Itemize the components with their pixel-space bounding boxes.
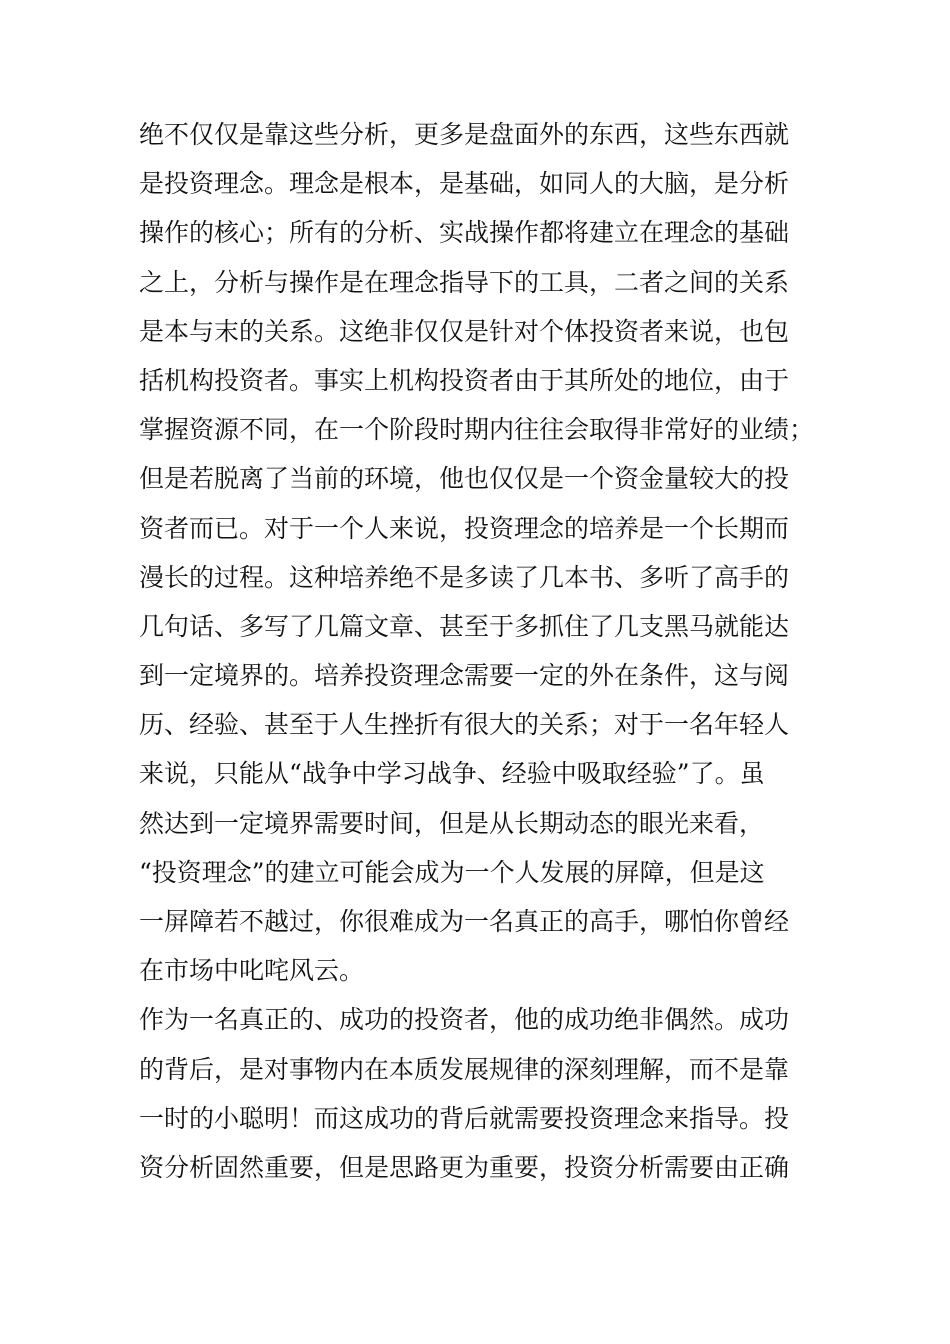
text-line: 绝不仅仅是靠这些分析，更多是盘面外的东西，这些东西就: [139, 120, 790, 149]
text-line: 历、经验、甚至于人生挫折有很大的关系；对于一名年轻人: [139, 710, 790, 740]
text-line: 一屏障若不越过，你很难成为一名真正的高手，哪怕你曾经: [139, 907, 790, 936]
body-text: [139, 110, 839, 1192]
text-line: 到一定境界的。培养投资理念需要一定的外在条件，这与阅: [139, 661, 790, 691]
text-line: 资者而已。对于一个人来说，投资理念的培养是一个长期而: [139, 513, 790, 543]
text-line: “投资理念”的建立可能会成为一个人发展的屏障，但是这: [139, 857, 765, 887]
text-line: 之上，分析与操作是在理念指导下的工具，二者之间的关系: [139, 267, 790, 297]
text-line: 是投资理念。理念是根本，是基础，如同人的大脑，是分析: [139, 169, 790, 199]
text-line: 漫长的过程。这种培养绝不是多读了几本书、多听了高手的: [139, 562, 790, 592]
text-line: 作为一名真正的、成功的投资者，他的成功绝非偶然。成功: [139, 1005, 790, 1035]
text-line: 括机构投资者。事实上机构投资者由于其所处的地位，由于: [139, 365, 790, 395]
text-line: 然达到一定境界需要时间，但是从长期动态的眼光来看，: [139, 808, 765, 838]
text-line: 但是若脱离了当前的环境，他也仅仅是一个资金量较大的投: [139, 464, 790, 494]
text-line: 一时的小聪明！而这成功的背后就需要投资理念来指导。投: [139, 1103, 790, 1133]
text-line: 来说，只能从“战争中学习战争、经验中吸取经验”了。虽: [139, 759, 765, 789]
text-line: 在市场中叱咤风云。: [139, 956, 365, 986]
text-line: 掌握资源不同，在一个阶段时期内往往会取得非常好的业绩；: [139, 415, 815, 445]
text-line: 资分析固然重要，但是思路更为重要，投资分析需要由正确: [139, 1152, 790, 1182]
text-line: 是本与末的关系。这绝非仅仅是针对个体投资者来说，也包: [139, 316, 790, 346]
text-line: 操作的核心；所有的分析、实战操作都将建立在理念的基础: [139, 218, 790, 248]
text-line: 的背后，是对事物内在本质发展规律的深刻理解，而不是靠: [139, 1054, 790, 1084]
text-line: 几句话、多写了几篇文章、甚至于多抓住了几支黑马就能达: [139, 611, 790, 641]
